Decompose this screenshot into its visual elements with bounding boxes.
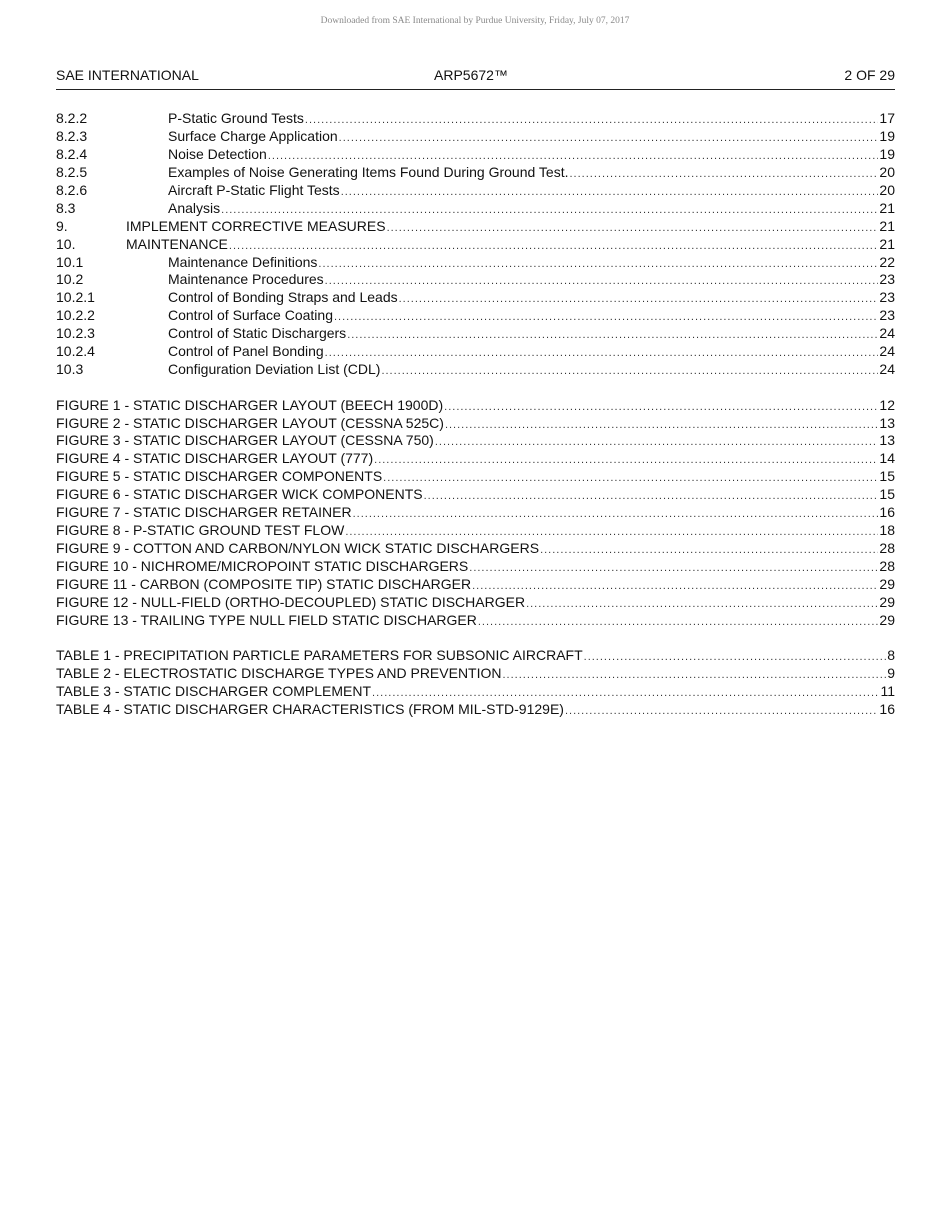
toc-entry-title: Control of Static Dischargers (168, 325, 347, 342)
table-entry-page: 16 (879, 701, 895, 718)
toc-entry-number: 10.1 (56, 253, 84, 270)
dot-leader (570, 166, 879, 182)
header-document-number: ARP5672™ (434, 67, 508, 83)
dot-leader (374, 452, 878, 468)
figure-entry-title: FIGURE 4 - STATIC DISCHARGER LAYOUT (777) (56, 450, 374, 467)
toc-entry-page: 23 (879, 307, 895, 324)
dot-leader (383, 470, 878, 486)
dot-leader (339, 130, 879, 146)
dot-leader (353, 506, 879, 522)
dot-leader (341, 184, 879, 200)
toc-entry[interactable] (56, 182, 895, 200)
toc-entry-number: 10.2.3 (56, 325, 95, 342)
toc-entry-page: 23 (879, 289, 895, 306)
toc-entry-number: 8.2.6 (56, 181, 88, 198)
toc-entry-title: Aircraft P-Static Flight Tests (168, 181, 340, 198)
toc-entry-page: 24 (879, 325, 895, 342)
toc-entry-page: 22 (879, 253, 895, 270)
table-entry-title: TABLE 3 - STATIC DISCHARGER COMPLEMENT (56, 683, 372, 700)
figure-entry-page: 16 (879, 504, 895, 521)
toc-entry-title: Surface Charge Application (168, 127, 338, 144)
figure-entry-page: 29 (879, 575, 895, 592)
toc-entry-number: 10. (56, 235, 76, 252)
figure-entry[interactable] (56, 612, 895, 630)
dot-leader (503, 667, 887, 683)
figure-entry-page: 13 (879, 414, 895, 431)
figure-entry[interactable] (56, 486, 895, 504)
table-entry[interactable] (56, 683, 895, 701)
figure-entry-page: 14 (879, 450, 895, 467)
table-entry[interactable] (56, 665, 895, 683)
toc-entry-page: 19 (879, 127, 895, 144)
toc-entry[interactable] (56, 361, 895, 379)
dot-leader (305, 112, 879, 128)
table-entry-title: TABLE 2 - ELECTROSTATIC DISCHARGE TYPES AND PREVENTION (56, 665, 502, 682)
toc-entry[interactable] (56, 236, 895, 254)
toc-entry-title: Examples of Noise Generating Items Found During Ground Test. (168, 163, 569, 180)
figure-entry-title: FIGURE 10 - NICHROME/MICROPOINT STATIC DISCHARGERS (56, 558, 469, 574)
toc-entry-page: 24 (879, 343, 895, 360)
dot-leader (229, 238, 879, 254)
dot-leader (347, 327, 878, 343)
toc-entry[interactable] (56, 164, 895, 182)
dot-leader (584, 649, 887, 665)
dot-leader (540, 542, 878, 558)
toc-entry-page: 21 (879, 199, 895, 216)
figure-entry-title: FIGURE 9 - COTTON AND CARBON/NYLON WICK STATIC DISCHARGERS (56, 540, 540, 557)
toc-entry-title: Analysis (168, 199, 221, 216)
header-organization: SAE INTERNATIONAL (56, 67, 199, 83)
toc-entry-page: 24 (879, 361, 895, 378)
dot-leader (424, 488, 879, 504)
toc-entry-number: 8.2.4 (56, 145, 88, 162)
toc-entry-page: 20 (879, 181, 895, 198)
figure-entry-page: 29 (879, 611, 895, 628)
table-entry[interactable] (56, 647, 895, 665)
figure-entry-page: 13 (879, 432, 895, 449)
figure-entry-title: FIGURE 8 - P-STATIC GROUND TEST FLOW (56, 522, 345, 539)
dot-leader (372, 685, 879, 701)
toc-entry[interactable] (56, 254, 895, 272)
figure-entry[interactable] (56, 522, 895, 540)
figure-entry[interactable] (56, 415, 895, 433)
dot-leader (325, 273, 879, 289)
figure-entry-title: FIGURE 2 - STATIC DISCHARGER LAYOUT (CESSNA 525C) (56, 414, 444, 431)
header-page-number: 2 OF 29 (844, 67, 895, 83)
table-entry-title: TABLE 4 - STATIC DISCHARGER CHARACTERISTICS (FROM MIL-STD-9129E) (56, 701, 564, 718)
toc-entry[interactable] (56, 325, 895, 343)
figure-entry-title: FIGURE 7 - STATIC DISCHARGER RETAINER (56, 504, 352, 521)
toc-entry-number: 8.2.3 (56, 127, 88, 144)
toc-entry-number: 10.2 (56, 271, 84, 288)
toc-entry-number: 8.2.2 (56, 110, 88, 126)
dot-leader (268, 148, 879, 164)
toc-entry-page: 21 (879, 235, 895, 252)
figure-entry[interactable] (56, 504, 895, 522)
toc-entry-number: 10.3 (56, 361, 84, 378)
toc-entry[interactable] (56, 271, 895, 289)
toc-entry-number: 8.3 (56, 199, 76, 216)
toc-entry[interactable] (56, 200, 895, 218)
dot-leader (399, 291, 879, 307)
toc-entry-page: 21 (879, 217, 895, 234)
dot-leader (221, 202, 878, 218)
toc-entry[interactable] (56, 110, 895, 128)
dot-leader (526, 596, 878, 612)
toc-entry-number: 10.2.1 (56, 289, 95, 306)
toc-entry-number: 10.2.2 (56, 307, 95, 324)
figure-entry[interactable] (56, 468, 895, 486)
toc-entry-title: Control of Bonding Straps and Leads (168, 289, 398, 306)
section-spacer (56, 630, 895, 648)
toc-entry-page: 20 (879, 163, 895, 180)
figure-entry-title: FIGURE 5 - STATIC DISCHARGER COMPONENTS (56, 468, 383, 485)
toc-entry-number: 9. (56, 217, 68, 234)
toc-entry-title: Configuration Deviation List (CDL) (168, 361, 381, 378)
page-header (56, 67, 895, 90)
toc-entry-number: 8.2.5 (56, 163, 88, 180)
dot-leader (469, 560, 878, 576)
figure-entry-title: FIGURE 6 - STATIC DISCHARGER WICK COMPONENTS (56, 486, 423, 503)
toc-entry-title: Maintenance Procedures (168, 271, 324, 288)
figure-entry[interactable] (56, 540, 895, 558)
figure-entry[interactable] (56, 432, 895, 450)
figure-entry[interactable] (56, 450, 895, 468)
toc-entry-number: 10.2.4 (56, 343, 95, 360)
toc-entry[interactable] (56, 289, 895, 307)
figure-entry-page: 28 (879, 558, 895, 574)
section-spacer (56, 379, 895, 397)
figure-entry-page: 29 (879, 593, 895, 610)
toc-entry[interactable] (56, 307, 895, 325)
toc-entry[interactable] (56, 146, 895, 164)
dot-leader (435, 434, 879, 450)
dot-leader (445, 417, 878, 433)
toc-entry-title: Control of Surface Coating (168, 307, 333, 324)
toc-entry-page: 17 (879, 110, 895, 126)
dot-leader (472, 578, 878, 594)
table-entry-page: 8 (887, 647, 895, 664)
figure-entry-page: 12 (879, 396, 895, 413)
dot-leader (318, 256, 878, 272)
toc-entry[interactable] (56, 218, 895, 236)
figure-entry-title: FIGURE 3 - STATIC DISCHARGER LAYOUT (CESSNA 750) (56, 432, 434, 449)
toc-entry-title: Noise Detection (168, 145, 267, 162)
dot-leader (345, 524, 878, 540)
figure-entry[interactable] (56, 558, 895, 576)
figure-entry[interactable] (56, 594, 895, 612)
dot-leader (565, 703, 878, 719)
toc-entry-page: 23 (879, 271, 895, 288)
toc-entry-title: P-Static Ground Tests (168, 110, 304, 126)
toc-entry-title: Maintenance Definitions (168, 253, 318, 270)
toc-entry[interactable] (56, 343, 895, 361)
figure-entry[interactable] (56, 576, 895, 594)
dot-leader (325, 345, 879, 361)
dot-leader (334, 309, 878, 325)
toc-entry-page: 19 (879, 145, 895, 162)
dot-leader (381, 363, 878, 379)
toc-entry-title: MAINTENANCE (126, 235, 228, 252)
toc-entry-title: IMPLEMENT CORRECTIVE MEASURES (126, 217, 386, 234)
toc-entry-title: Control of Panel Bonding (168, 343, 324, 360)
table-of-contents (56, 110, 895, 719)
figure-entry[interactable] (56, 397, 895, 415)
table-entry-title: TABLE 1 - PRECIPITATION PARTICLE PARAMETERS FOR SUBSONIC AIRCRAFT (56, 647, 583, 664)
table-entry[interactable] (56, 701, 895, 719)
dot-leader (444, 399, 878, 415)
figure-entry-page: 28 (879, 540, 895, 557)
toc-entry[interactable] (56, 128, 895, 146)
table-entry-page: 9 (887, 665, 895, 682)
figure-entry-page: 15 (879, 486, 895, 503)
dot-leader (478, 614, 879, 630)
figure-entry-title: FIGURE 12 - NULL-FIELD (ORTHO-DECOUPLED) STATIC DISCHARGER (56, 593, 526, 610)
download-watermark: Downloaded from SAE International by Purdue University, Friday, July 07, 2017 (320, 16, 630, 26)
figure-entry-title: FIGURE 11 - CARBON (COMPOSITE TIP) STATIC DISCHARGER (56, 575, 472, 592)
dot-leader (387, 220, 879, 236)
table-entry-page: 11 (880, 683, 895, 700)
figure-entry-page: 15 (879, 468, 895, 485)
figure-entry-title: FIGURE 1 - STATIC DISCHARGER LAYOUT (BEECH 1900D) (56, 396, 444, 413)
figure-entry-title: FIGURE 13 - TRAILING TYPE NULL FIELD STATIC DISCHARGER (56, 611, 477, 628)
figure-entry-page: 18 (879, 522, 895, 539)
